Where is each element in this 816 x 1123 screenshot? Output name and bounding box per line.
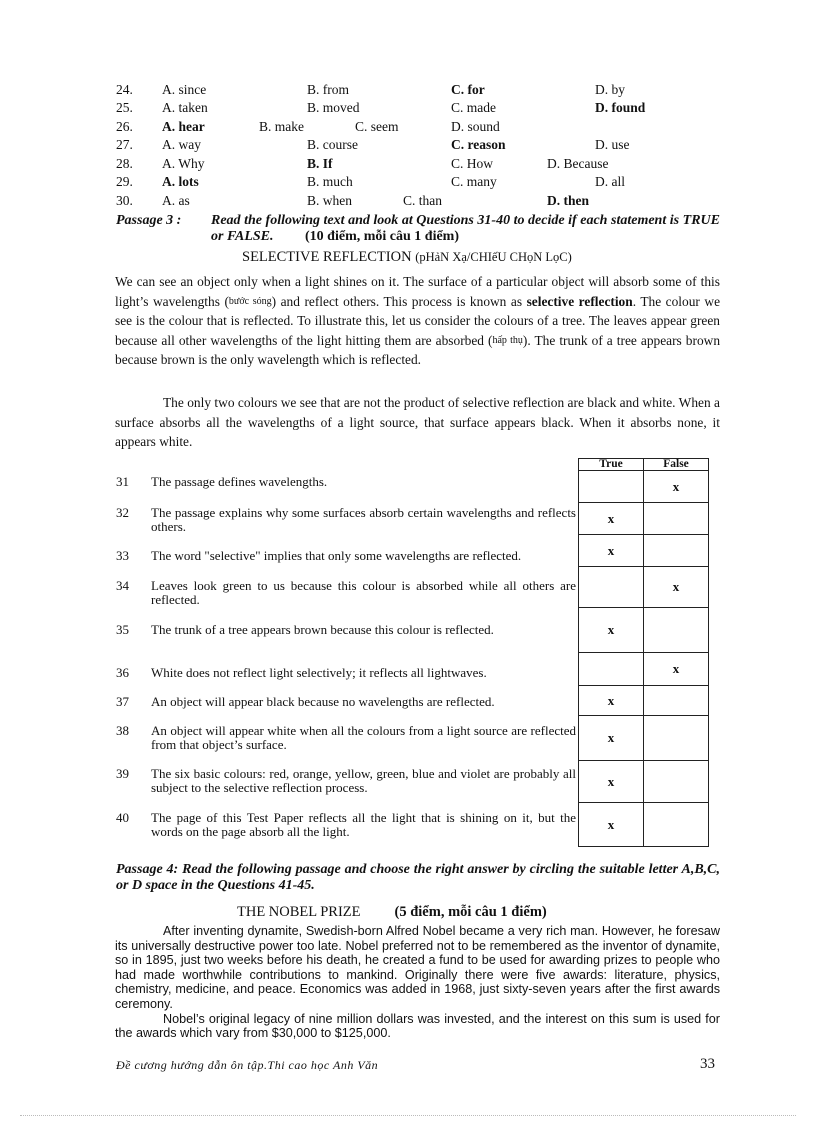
page-number: 33 [700, 1056, 715, 1072]
option-c: C. than [403, 193, 442, 208]
option-d: D. found [595, 100, 646, 115]
answer-false-32 [644, 503, 709, 535]
passage3-title-vi: (pHảN Xạ/CHIếU CHọN LọC) [415, 250, 572, 264]
option-b: B. when [307, 193, 352, 208]
option-c: C. many [451, 174, 497, 189]
passage3-instruction: Read the following text and look at Questions 31-40 to decide if each statement is TRUE or FALSE. [211, 213, 720, 244]
answer-true-38: x [579, 716, 644, 761]
option-c: C. How [451, 156, 494, 171]
answer-row-24 [0, 82, 816, 100]
answer-row-29 [0, 174, 816, 192]
question-number: 30. [116, 193, 133, 208]
passage3-paragraph-1: We can see an object only when a light shines on it. The surface of a particular object will absorb some of this light’s wavelengths (bước sóng) and reflect others. This process is known as selective reflection. The colour we see is the colour that is reflected. To illustrate this, let us consider the colours of a tree. The leaves appear green because all other wavelengths of the light hitting them are absorbed (hấp thụ). The trunk of a tree appears brown because brown is the only wavelength which is reflected. [115, 274, 721, 367]
question-number: 29. [116, 174, 133, 189]
option-b: B. moved [307, 100, 360, 115]
option-b: B. from [307, 82, 349, 97]
passage3-label: Passage 3 : [116, 213, 182, 228]
option-a: A. taken [162, 100, 208, 115]
option-a: A. as [162, 193, 190, 208]
term-selective-reflection: selective reflection [526, 293, 633, 309]
option-b: B. If [307, 156, 333, 171]
passage4-body [115, 924, 720, 1041]
option-a: A. way [162, 137, 201, 152]
answer-true-34 [579, 567, 644, 608]
answer-true-37: x [579, 686, 644, 716]
answer-row-26 [0, 119, 816, 137]
passage4-paragraph-1: After inventing dynamite, Swedish-born Alfred Nobel became a very rich man. However, he foresaw its universally destructive power too late. Nobel preferred not to be remembered as the inventor of dynamite, so in 1895, just two weeks before his death, he created a fund to be used for awarding prizes to people who had made worthwhile contributions to mankind. Originally there were five awards: literature, physics, chemistry, medicine, and peace. Economics was added in 1968, just sixty-seven years after the first awards ceremony. [115, 924, 720, 1011]
option-b: B. course [307, 137, 358, 152]
passage3-heading [116, 213, 720, 247]
answer-row-28 [0, 156, 816, 174]
question-number: 27. [116, 137, 133, 152]
answer-false-39 [644, 761, 709, 803]
answer-false-33 [644, 535, 709, 567]
answer-row-27 [0, 137, 816, 155]
passage4-title [237, 904, 547, 921]
option-a: A. lots [162, 174, 199, 189]
passage4-title-text: THE NOBEL PRIZE [237, 904, 361, 920]
option-d: D. use [595, 137, 630, 152]
answer-false-38 [644, 716, 709, 761]
option-d: D. then [547, 193, 590, 208]
answer-true-35: x [579, 608, 644, 653]
passage4-points: (5 điểm, mỗi câu 1 điểm) [394, 904, 547, 920]
passage4-heading: Passage 4: Read the following passage and choose the right answer by circling the suitable letter A,B,C, or D space in the Questions 41-45. [116, 862, 720, 893]
option-b: B. make [259, 119, 304, 134]
option-c: C. made [451, 100, 496, 115]
question-number: 24. [116, 82, 133, 97]
answer-false-40 [644, 803, 709, 847]
question-number: 26. [116, 119, 133, 134]
option-a: A. hear [162, 119, 205, 134]
answer-true-36 [579, 653, 644, 686]
passage4-paragraph-2: Nobel’s original legacy of nine million dollars was invested, and the interest on this sum is used for the awards which vary from $30,000 to $125,000. [115, 1011, 720, 1041]
question-number: 28. [116, 156, 133, 171]
option-d: D. all [595, 174, 625, 189]
option-c: C. reason [451, 137, 506, 152]
option-b: B. much [307, 174, 353, 189]
true-false-table [578, 458, 709, 847]
answer-true-39: x [579, 761, 644, 803]
answer-false-31: x [644, 471, 709, 503]
option-d: D. Because [547, 156, 609, 171]
passage3-title [242, 249, 572, 266]
passage3-paragraph-2: The only two colours we see that are not the product of selective reflection are black and white. When a surface absorbs all the wavelengths of a light source, that surface appears black. When it absorbs none, it appears white. [115, 395, 720, 449]
answer-false-36: x [644, 653, 709, 686]
false-header: False [644, 459, 709, 471]
passage3-points: (10 điểm, mỗi câu 1 điểm) [305, 229, 459, 244]
answer-true-31 [579, 471, 644, 503]
answer-true-32: x [579, 503, 644, 535]
answer-true-33: x [579, 535, 644, 567]
answer-false-34: x [644, 567, 709, 608]
document-page: 24. A. since B. from C. for D. by 25. A. taken B. moved C. made D. found 26. A. hear B. make C. seem D. sound 27. A. way B. course C. reason D. use 28. A. Why B. If C. How D. Because 29. A. lots B. much C. many D. all 30. A. as B. when C. than D. then Passage 3 : Read the following text and look at Questions 31-40 to decide if each statement is TRUE or FALSE. (10 điểm, mỗi câu 1 điểm) SELECTIVE REFLECTION (pHảN Xạ/CHIếU CHọN LọC) We can see an object only when a light shines on it. The surface of a particular object will absorb some of this light’s wavelengths (bước sóng) and reflect others. This process is known as selective reflection. The colour we see is the colour that is reflected. To illustrate this, let us consider the colours of a tree. The leaves appear green because all other wavelengths of the light hitting them are absorbed (hấp thụ). The trunk of a tree appears brown because brown is the only wavelength which is reflected. The only two colours we see that are not the product of selective reflection are black and white. When a surface absorbs all the wavelengths of a light source, that surface appears black. When it absorbs none, it appears white. True False x x x x x x x x x x 31 The passage defines wavelengths. 32 The passage explains why some surfaces absorb certain wavelengths and reflects others. 33 The word "selective" implies that only some wavelengths are reflected. 34 Leaves look green to us because this colour is absorbed while all others are reflected. 35 The trunk of a tree appears brown because this colour is reflected. 36 White does not reflect light selectively; it reflects all lightwaves. 37 An object will appear black because no wavelengths are reflected. 38 An object will appear white when all the colours from a light source are reflected from that object’s surface. 39 The six basic colours: red, orange, yellow, green, blue and violet are probably all subject to the selective reflection process. 40 The page of this Test Paper reflects all the light that is shining on it, but the words on the page absorb all the light. Passage 4: Read the following passage and choose the right answer by circling the suitable letter A,B,C, or D space in the Questions 41-45. THE NOBEL PRIZE (5 điểm, mỗi câu 1 điểm) After inventing dynamite, Swedish-born Alfred Nobel became a very rich man. However, he foresaw its universally destructive power too late. Nobel preferred not to be remembered as the inventor of dynamite, so in 1895, just two weeks before his death, he created a fund to be used for awarding prizes to people who had made worthwhile contributions to mankind. Originally there were five awards: literature, physics, chemistry, medicine, and peace. Economics was added in 1968, just sixty-seven years after the first awards ceremony. Nobel’s original legacy of nine million dollars was invested, and the interest on this sum is used for the awards which vary from $30,000 to $125,000. Đề cương hướng dẫn ôn tập.Thi cao học Anh Văn 33 [0, 0, 816, 1123]
answer-row-25 [0, 100, 816, 118]
option-a: A. since [162, 82, 207, 97]
answer-false-35 [644, 608, 709, 653]
option-c: C. seem [355, 119, 399, 134]
option-c: C. for [451, 82, 485, 97]
answer-false-37 [644, 686, 709, 716]
answer-true-40: x [579, 803, 644, 847]
bottom-divider [20, 1115, 796, 1116]
option-a: A. Why [162, 156, 205, 171]
passage3-title-text: SELECTIVE REFLECTION [242, 249, 412, 265]
option-d: D. sound [451, 119, 500, 134]
footer-text: Đề cương hướng dẫn ôn tập.Thi cao học Anh Văn [116, 1058, 379, 1072]
question-number: 25. [116, 100, 133, 115]
option-d: D. by [595, 82, 625, 97]
answer-row-30 [0, 193, 816, 211]
true-header: True [579, 459, 644, 471]
